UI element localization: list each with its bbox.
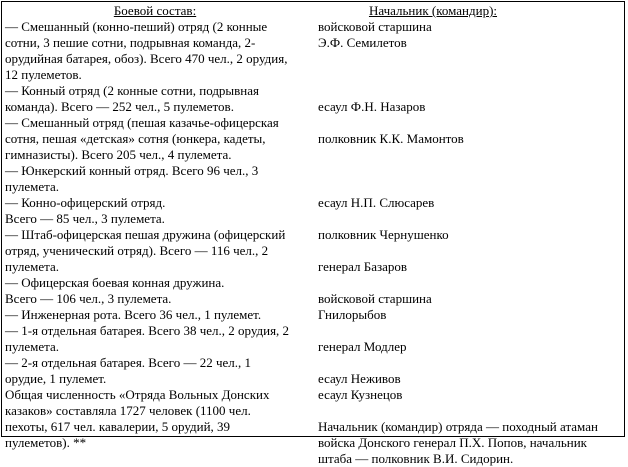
composition-line: пулемета. <box>5 179 59 194</box>
commander-line: Начальник (командир) отряда — походный атаман <box>318 419 598 434</box>
commander-line: Гнилорыбов <box>318 307 387 322</box>
composition-line: пулемета. <box>5 259 59 274</box>
composition-line: сотня, пешая «детская» сотня (юнкера, кадеты, <box>5 131 266 146</box>
commander-line: Э.Ф. Семилетов <box>318 35 407 50</box>
composition-line: сотни, 3 пешие сотни, подрывная команда, 2- <box>5 35 256 50</box>
composition-line: отряд, ученический отряд). Всего — 116 чел., 2 <box>5 243 269 258</box>
composition-line: — 2-я отдельная батарея. Всего — 22 чел., 1 <box>5 355 251 370</box>
commander-line: есаул Кузнецов <box>318 387 403 402</box>
composition-line: пулемета. <box>5 339 59 354</box>
composition-line: Всего — 106 чел., 3 пулемета. <box>5 291 172 306</box>
commander-line: есаул Ф.Н. Назаров <box>318 99 426 114</box>
composition-line: — 1-я отдельная батарея. Всего 38 чел., 2 орудия, 2 <box>5 323 290 338</box>
commander-line: войска Донского генерал П.Х. Попов, начальник <box>318 435 587 450</box>
composition-line: — Офицерская боевая конная дружина. <box>5 275 225 290</box>
composition-line: Всего — 85 чел., 3 пулемета. <box>5 211 165 226</box>
composition-line: — Конно-офицерский отряд. <box>5 195 166 210</box>
composition-line: — Смешанный (конно-пеший) отряд (2 конные <box>5 19 268 34</box>
commander-line: есаул Н.П. Слюсарев <box>318 195 435 210</box>
commander-line: полковник К.К. Мамонтов <box>318 131 464 146</box>
combat-composition-column <box>5 3 305 451</box>
composition-line: — Смешанный отряд (пешая казачье-офицерская <box>5 115 279 130</box>
commander-line: войсковой старшина <box>318 291 432 306</box>
composition-line: гимназисты). Всего 205 чел., 4 пулемета. <box>5 147 232 162</box>
composition-line: — Штаб-офицерская пешая дружина (офицерский <box>5 227 286 242</box>
commander-line: войсковой старшина <box>318 19 432 34</box>
units-table <box>1 1 625 466</box>
commander-line: генерал Модлер <box>318 339 407 354</box>
commander-column <box>318 3 622 466</box>
composition-line: — Юнкерский конный отряд. Всего 96 чел., 3 <box>5 163 259 178</box>
composition-line: пулеметов). ** <box>5 435 87 450</box>
composition-line: команда). Всего — 252 чел., 5 пулеметов. <box>5 99 234 114</box>
composition-line: орудийная батарея, обоз). Всего 470 чел., 2 орудия, <box>5 51 288 66</box>
combat-composition-list <box>5 19 305 451</box>
combat-composition-header: Боевой состав: <box>113 3 197 18</box>
composition-line: казаков» составляла 1727 человек (1100 чел. <box>5 403 251 418</box>
composition-line: орудие, 1 пулемет. <box>5 371 107 386</box>
commander-line: штаба — полковник В.И. Сидорин. <box>318 451 514 466</box>
commander-line: генерал Базаров <box>318 259 408 274</box>
composition-line: 12 пулеметов. <box>5 67 82 82</box>
composition-line: пехоты, 617 чел. кавалерии, 5 орудий, 39 <box>5 419 231 434</box>
commander-line: есаул Неживов <box>318 371 401 386</box>
commander-header: Начальник (командир): <box>368 3 498 18</box>
composition-line: Общая численность «Отряда Вольных Донских <box>5 387 270 402</box>
composition-line: — Конный отряд (2 конные сотни, подрывная <box>5 83 260 98</box>
commander-line: полковник Чернушенко <box>318 227 449 242</box>
composition-line: — Инженерная рота. Всего 36 чел., 1 пулемет. <box>5 307 262 322</box>
